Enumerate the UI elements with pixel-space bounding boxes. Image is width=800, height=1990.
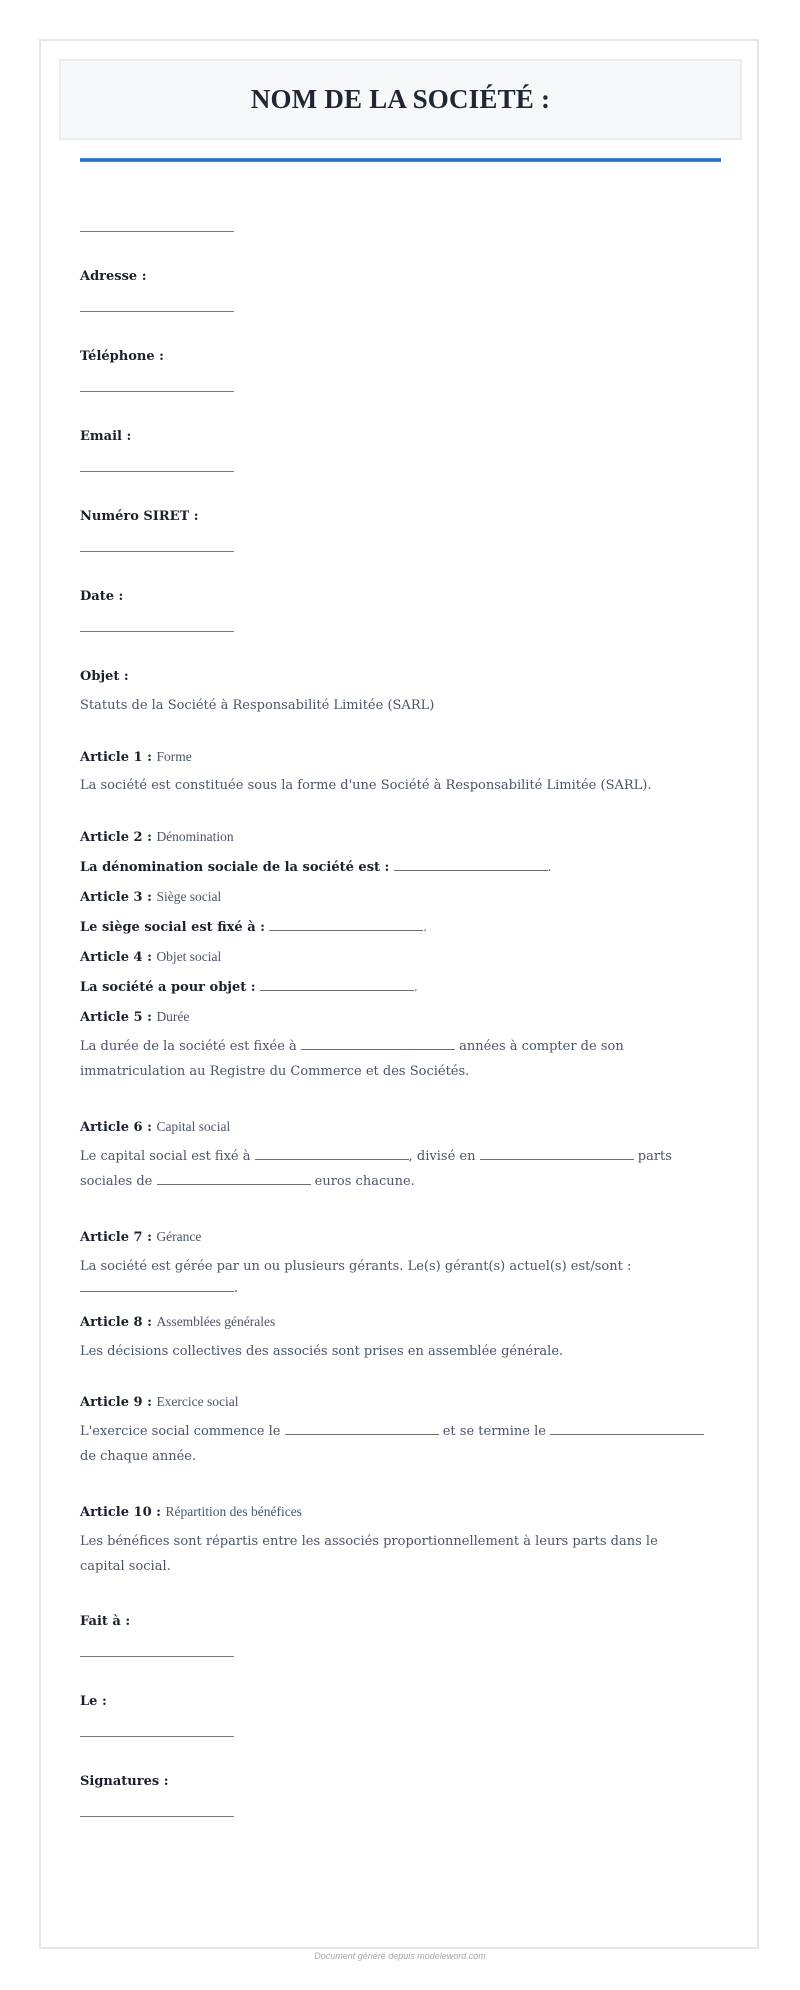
date-label: Date :: [80, 589, 124, 604]
gerant-blank[interactable]: [80, 1279, 234, 1292]
article-7-heading: [80, 1228, 201, 1247]
article-9-heading: [80, 1393, 239, 1412]
article-10-text: Les bénéfices sont répartis entre les associés proportionnellement à leurs parts dans le: [80, 1534, 658, 1549]
article-1-title: Forme: [156, 749, 192, 764]
article-8-heading: [80, 1313, 275, 1332]
capital-blank[interactable]: [255, 1147, 409, 1160]
article-10-label: Article 10 :: [80, 1505, 161, 1520]
article-2-text: La dénomination sociale de la société est : .: [80, 859, 552, 875]
article-3-label: Article 3 :: [80, 890, 152, 905]
article-7-title: Gérance: [156, 1229, 202, 1244]
address-label: Adresse :: [80, 269, 147, 284]
date-blank[interactable]: [80, 631, 234, 632]
article-5-label: Article 5 :: [80, 1010, 152, 1025]
objet-social-blank[interactable]: [260, 978, 414, 991]
objet-label: Objet :: [80, 669, 129, 684]
article-3-title: Siège social: [156, 889, 222, 904]
signatures-label: Signatures :: [80, 1774, 169, 1789]
article-7-label: Article 7 :: [80, 1230, 152, 1245]
article-6-text: Le capital social est fixé à , divisé en parts: [80, 1149, 672, 1164]
accent-divider: [80, 158, 721, 162]
article-5-title: Durée: [156, 1009, 190, 1024]
address-blank[interactable]: [80, 311, 234, 312]
article-2-label: Article 2 :: [80, 830, 152, 845]
article-6-title: Capital social: [156, 1119, 231, 1134]
email-label: Email :: [80, 429, 132, 444]
article-1-heading: [80, 748, 192, 767]
phone-label: Téléphone :: [80, 349, 164, 364]
article-1-label: Article 1 :: [80, 750, 152, 765]
signatures-blank[interactable]: [80, 1816, 234, 1817]
page-title: NOM DE LA SOCIÉTÉ :: [250, 84, 551, 114]
header-box: [59, 59, 742, 140]
siret-label: Numéro SIRET :: [80, 509, 199, 524]
article-9-title: Exercice social: [156, 1394, 239, 1409]
article-6-text-line2: sociales de euros chacune.: [80, 1174, 415, 1189]
fait-a-blank[interactable]: [80, 1656, 234, 1657]
article-4-label: Article 4 :: [80, 950, 152, 965]
article-9-text: L'exercice social commence le et se termine le: [80, 1419, 704, 1444]
siege-blank[interactable]: [269, 918, 423, 931]
article-7-text-line2: .: [80, 1276, 238, 1301]
part-value-blank[interactable]: [157, 1172, 311, 1185]
article-4-title: Objet social: [156, 949, 222, 964]
le-label: Le :: [80, 1694, 107, 1709]
article-5-text-line2: immatriculation au Registre du Commerce et des Sociétés.: [80, 1064, 470, 1079]
article-10-title: Répartition des bénéfices: [165, 1504, 302, 1519]
article-1-text: La société est constituée sous la forme d'une Société à Responsabilité Limitée (SARL).: [80, 778, 652, 793]
article-2-title: Dénomination: [156, 829, 234, 844]
fait-a-label: Fait à :: [80, 1614, 131, 1629]
exercice-start-blank[interactable]: [285, 1422, 439, 1435]
article-4-text: La société a pour objet : .: [80, 979, 418, 995]
article-4-heading: [80, 948, 221, 967]
objet-text: Statuts de la Société à Responsabilité Limitée (SARL): [80, 698, 435, 713]
company-name-blank[interactable]: [80, 231, 234, 232]
footer-credit: Document généré depuis modeleword.com: [314, 1951, 486, 1961]
siret-blank[interactable]: [80, 551, 234, 552]
article-8-text: Les décisions collectives des associés sont prises en assemblée générale.: [80, 1344, 564, 1359]
email-blank[interactable]: [80, 471, 234, 472]
article-3-text: Le siège social est fixé à : .: [80, 919, 427, 935]
article-8-label: Article 8 :: [80, 1315, 152, 1330]
duree-blank[interactable]: [301, 1037, 455, 1050]
article-5-heading: [80, 1008, 189, 1027]
exercice-end-blank[interactable]: [550, 1422, 704, 1435]
article-8-title: Assemblées générales: [156, 1314, 276, 1329]
article-9-label: Article 9 :: [80, 1395, 152, 1410]
le-blank[interactable]: [80, 1736, 234, 1737]
article-6-heading: [80, 1118, 230, 1137]
article-3-heading: [80, 888, 221, 907]
article-10-text-line2: capital social.: [80, 1559, 171, 1574]
article-6-label: Article 6 :: [80, 1120, 152, 1135]
phone-blank[interactable]: [80, 391, 234, 392]
parts-count-blank[interactable]: [480, 1147, 634, 1160]
article-9-text-line2: de chaque année.: [80, 1449, 197, 1464]
article-2-heading: [80, 828, 234, 847]
article-10-heading: [80, 1503, 302, 1522]
denomination-blank[interactable]: [394, 858, 548, 871]
article-5-text: La durée de la société est fixée à années à compter de son: [80, 1039, 624, 1054]
article-7-text: La société est gérée par un ou plusieurs gérants. Le(s) gérant(s) actuel(s) est/sont :: [80, 1259, 632, 1274]
